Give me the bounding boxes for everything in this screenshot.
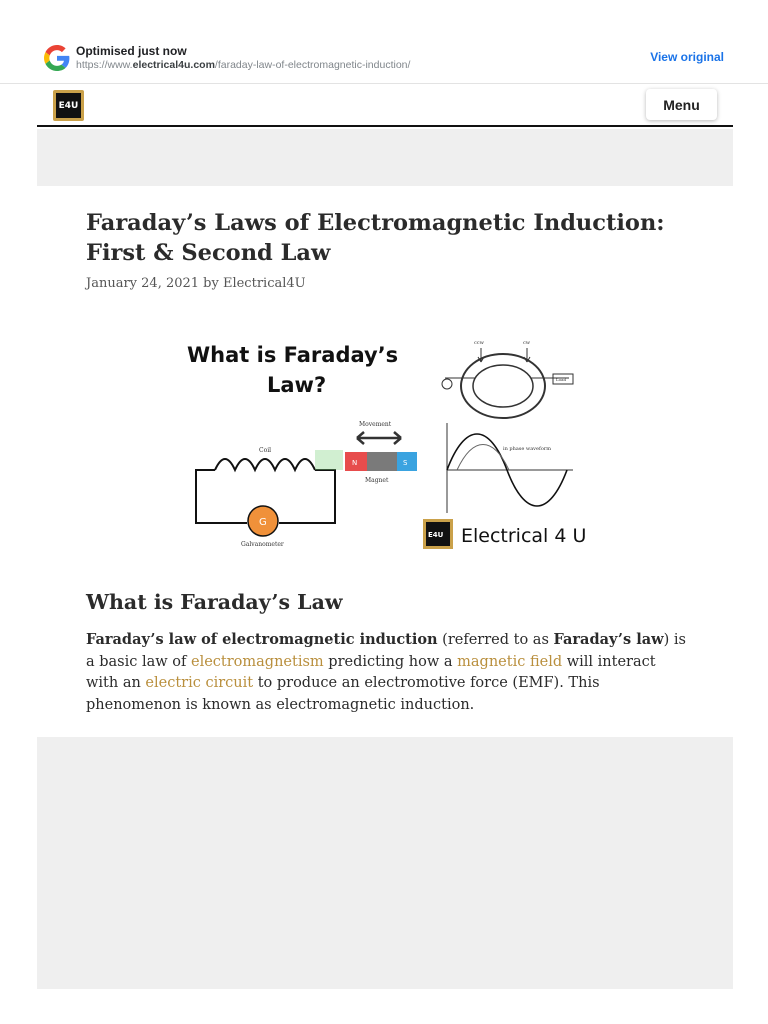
magnetic-field-link[interactable]: magnetic field <box>457 653 563 670</box>
movement-label: Movement <box>359 421 392 428</box>
ad-placeholder-top <box>37 129 733 186</box>
text-4: will interact with an <box>86 653 656 691</box>
text-2: ) is a basic law of <box>86 632 686 670</box>
phase-label: in phase waveform <box>503 446 551 452</box>
url-domain: electrical4u.com <box>132 59 215 71</box>
figure-title-line2: Law? <box>267 373 327 397</box>
electromagnetism-link[interactable]: electromagnetism <box>191 653 324 670</box>
figure-title-line1: What is Faraday’s <box>187 343 399 367</box>
toroid-inner <box>473 365 533 407</box>
movement-arrow <box>357 432 401 444</box>
view-original-link[interactable]: View original <box>650 50 724 64</box>
page-url <box>76 59 410 71</box>
google-optimised-bar <box>0 0 768 84</box>
site-logo-text: E4U <box>56 93 81 118</box>
circuit-wire-right <box>279 470 335 523</box>
electric-circuit-link[interactable]: electric circuit <box>145 675 254 691</box>
ccw-label: ccw <box>474 340 484 346</box>
optimised-status: Optimised just now <box>76 44 187 58</box>
brand-logo-text: E4U <box>428 531 444 539</box>
article-title: Faraday’s Laws of Electromagnetic Induction: First & Second Law <box>86 210 665 266</box>
text-1: (referred to as <box>437 632 554 648</box>
cw-label: cw <box>523 340 531 346</box>
brand-name: Electrical 4 U <box>461 525 587 547</box>
site-logo[interactable] <box>53 90 84 121</box>
ad-placeholder-bottom <box>37 737 733 989</box>
load-label: Load <box>556 377 567 382</box>
circuit-wire <box>196 470 247 523</box>
url-prefix: https://www. <box>76 59 133 71</box>
site-header <box>37 84 733 127</box>
intro-paragraph <box>86 629 686 716</box>
galvanometer-letter: G <box>259 517 267 528</box>
sine-wave-shifted <box>457 445 509 471</box>
article-header <box>86 208 686 291</box>
text-5: to produce an electromotive force (EMF). This phenomenon is known as electromagnetic induction. <box>86 675 600 713</box>
featured-image <box>175 328 625 554</box>
ac-source-symbol <box>442 379 452 389</box>
magnet-s-letter: S <box>403 459 408 467</box>
menu-button[interactable]: Menu <box>646 89 717 120</box>
article-meta: January 24, 2021 by Electrical4U <box>86 276 306 291</box>
coil-shape <box>215 459 315 470</box>
term-bold-1: Faraday’s law of electromagnetic induction <box>86 631 438 648</box>
field-lines <box>315 450 343 470</box>
galvanometer-label: Galvanometer <box>241 541 284 548</box>
magnet-label: Magnet <box>365 477 389 484</box>
url-path: /faraday-law-of-electromagnetic-induction/ <box>214 59 411 71</box>
section-heading: What is Faraday’s Law <box>86 590 343 614</box>
coil-label: Coil <box>259 447 272 454</box>
magnet-n-letter: N <box>352 459 358 467</box>
google-g-icon <box>44 45 70 71</box>
text-3: predicting how a <box>323 653 458 670</box>
term-bold-2: Faraday’s law <box>553 631 664 648</box>
magnet-middle <box>367 452 397 471</box>
